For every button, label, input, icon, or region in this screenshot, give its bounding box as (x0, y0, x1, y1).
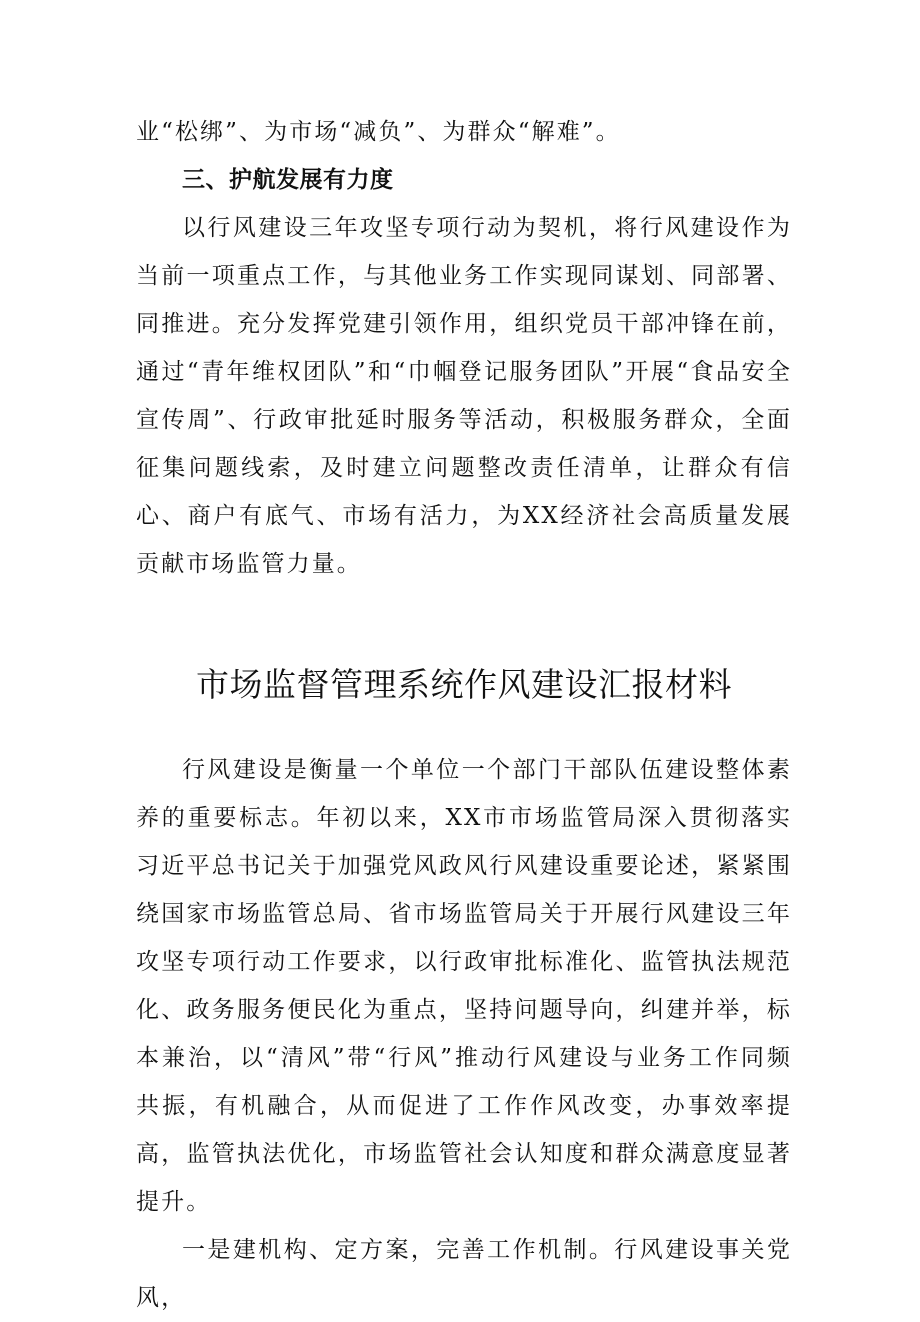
document-page (136, 108, 792, 1322)
point-one-paragraph: 一是建机构、定方案，完善工作机制。行风建设事关党风， (136, 1237, 792, 1311)
title-spacer (136, 710, 792, 746)
document-title: 市场监督管理系统作风建设汇报材料 (196, 665, 732, 704)
continuation-paragraph: 业“松绑”、为市场“减负”、为群众“解难”。 (136, 119, 621, 145)
intro-paragraph: 行风建设是衡量一个单位一个部门干部队伍建设整体素养的重要标志。年初以来，XX市市场监管局深入贯彻落实习近平总书记关于加强党风政风行风建设重要论述，紧紧围绕国家市场监管总局、省市场监管局关于开展行风建设三年攻坚专项行动工作要求，以行政审批标准化、监管执法规范化、政务服务便民化为重点，坚持问题导向，纠建并举，标本兼治，以“清风”带“行风”推动行风建设与业务工作同频共振，有机融合，从而促进了工作作风改变，办事效率提高，监管执法优化，市场监管社会认知度和群众满意度显著提升。 (136, 757, 792, 1215)
section-paragraph: 以行风建设三年攻坚专项行动为契机，将行风建设作为当前一项重点工作，与其他业务工作实现同谋划、同部署、同推进。充分发挥党建引领作用，组织党员干部冲锋在前，通过“青年维权团队”和“巾帼登记服务团队”开展“食品安全宣传周”、行政审批延时服务等活动，积极服务群众，全面征集问题线索，及时建立问题整改责任清单，让群众有信心、商户有底气、市场有活力，为XX经济社会高质量发展贡献市场监管力量。 (136, 215, 792, 577)
section-heading: 三、护航发展有力度 (182, 167, 394, 193)
